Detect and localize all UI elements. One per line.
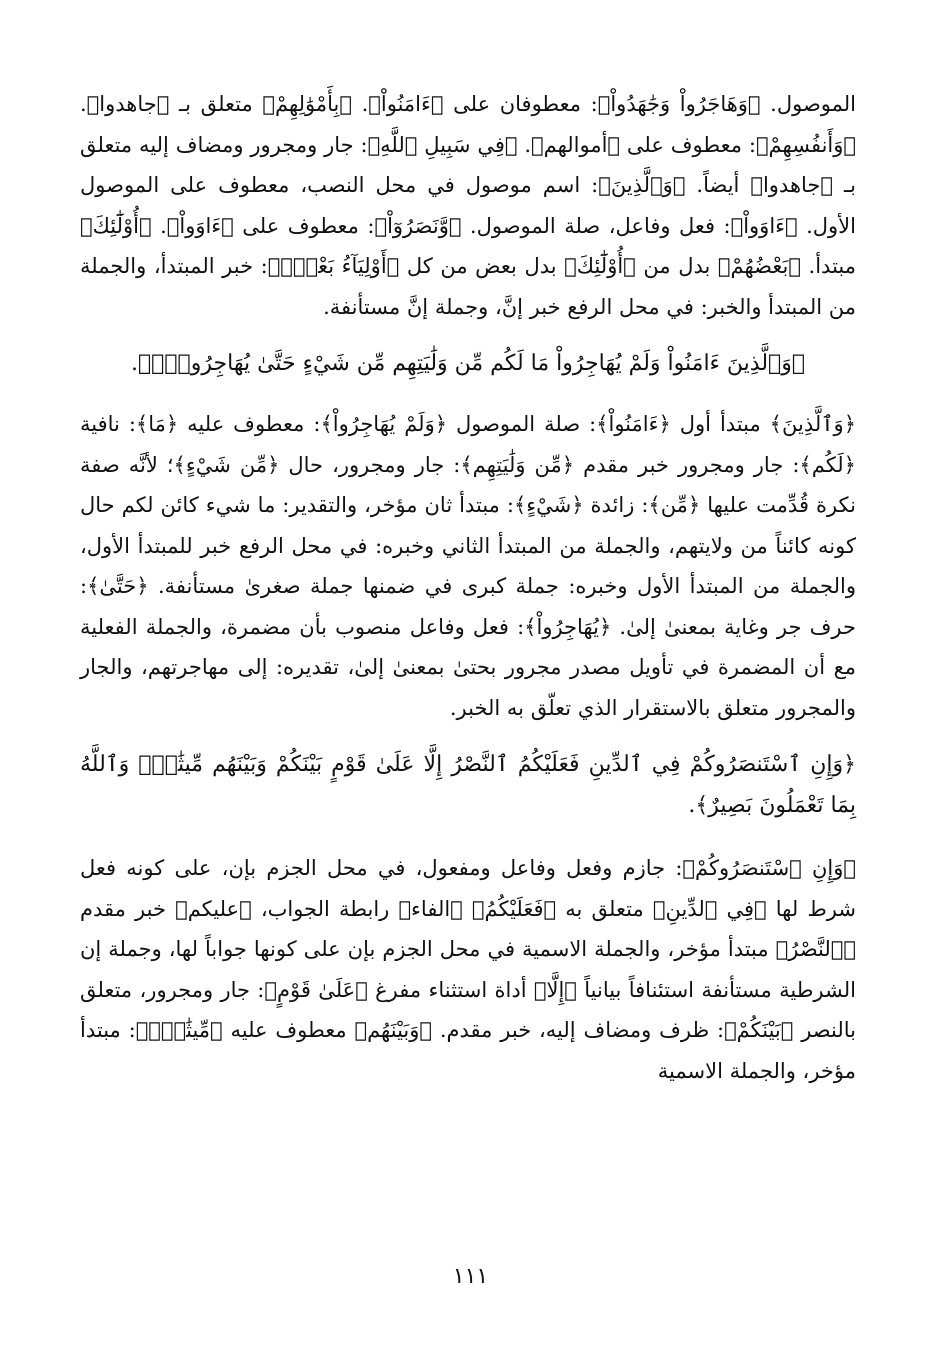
paragraph-1: الموصول. ﴿وَهَاجَرُواْ وَجَٰهَدُواْ﴾: معطوفان على ﴿ءَامَنُواْ﴾. ﴿بِأَمْوَٰلِهِمْ﴾ متعلق بـ ﴿جاهدوا﴾. ﴿وَأَنفُسِهِمْ﴾: معطوف على ﴿أموالهم﴾. ﴿فِي سَبِيلِ ٱللَّهِ﴾: جار ومجرور ومضاف إليه متعلق بـ ﴿جاهدوا﴾ أيضاً. ﴿وَٱلَّذِينَ﴾: اسم موصول في محل النصب، معطوف على الموصول الأول. ﴿ءَاوَواْ﴾: فعل وفاعل، صلة الموصول. ﴿وَّنَصَرُوٓاْ﴾: معطوف على ﴿ءَاوَواْ﴾. ﴿أُوْلَٰٓئِكَ﴾ مبتدأ. ﴿بَعْضُهُمْ﴾ بدل من ﴿أُوْلَٰٓئِكَ﴾ بدل بعض من كل ﴿أَوْلِيَآءُ بَعْضٍۚ﴾: خبر المبتدأ، والجملة من المبتدأ والخبر: في محل الرفع خبر إنَّ، وجملة إنَّ مستأنفة. bbox=[80, 92, 856, 319]
quran-verse-1: ﴿وَٱلَّذِينَ ءَامَنُواْ وَلَمْ يُهَاجِرُواْ مَا لَكُم مِّن وَلَٰيَتِهِم مِّن شَيْءٍ حَتَّىٰ يُهَاجِرُواْۚ﴾. bbox=[130, 351, 806, 376]
spacer bbox=[80, 728, 856, 744]
spacer bbox=[80, 384, 856, 404]
page-number: ١١١ bbox=[452, 1264, 489, 1289]
spacer bbox=[80, 327, 856, 343]
page-body bbox=[80, 84, 856, 1091]
paragraph-3: ﴿وَإِنِ ٱسْتَنصَرُوكُمْ﴾: جازم وفعل وفاعل ومفعول، في محل الجزم بإن، على كونه فعل شرط لها ﴿فِي ٱلدِّينِ﴾ متعلق به ﴿فَعَلَيْكُمُ﴾ ﴿الفاء﴾ رابطة الجواب، ﴿عليكم﴾ خبر مقدم ﴿ٱلنَّصْرُ﴾ مبتدأ مؤخر، والجملة الاسمية في محل الجزم بإن على كونها جواباً لها، وجملة إن الشرطية مستأنفة استئنافاً بيانياً ﴿إِلَّا﴾ أداة استثناء مفرغ ﴿عَلَىٰ قَوْمٍ﴾: جار ومجرور، متعلق بالنصر ﴿بَيْنَكُمْ﴾: ظرف ومضاف إليه، خبر مقدم. ﴿وَبَيْنَهُم﴾ معطوف عليه ﴿مِّيثَٰقٌۗ﴾: مبتدأ مؤخر، والجملة الاسمية bbox=[80, 856, 856, 1083]
spacer bbox=[80, 826, 856, 848]
quran-verse-2: ﴿وَإِنِ ٱسْتَنصَرُوكُمْ فِي ٱلدِّينِ فَعَلَيْكُمُ ٱلنَّصْرُ إِلَّا عَلَىٰ قَوْمٍ بَيْنَكُمْ وَبَيْنَهُم مِّيثَٰقٌۗ وَٱللَّهُ بِمَا تَعْمَلُونَ بَصِيرٌ﴾. bbox=[80, 752, 856, 818]
paragraph-2: ﴿وَٱلَّذِينَ﴾ مبتدأ أول ﴿ءَامَنُواْ﴾: صلة الموصول ﴿وَلَمْ يُهَاجِرُواْ﴾: معطوف عليه ﴿مَا﴾: نافية ﴿لَكُم﴾: جار ومجرور خبر مقدم ﴿مِّن وَلَٰيَتِهِم﴾: جار ومجرور، حال ﴿مِّن شَيْءٍ﴾؛ لأنَّه صفة نكرة قُدِّمت عليها ﴿مِّن﴾: زائدة ﴿شَيْءٍ﴾: مبتدأ ثان مؤخر، والتقدير: ما شيء كائن لكم حال كونه كائناً من ولايتهم، والجملة من المبتدأ الثاني وخبره: في محل الرفع خبر للمبتدأ الأول، والجملة من المبتدأ الأول وخبره: جملة كبرى في ضمنها جملة صغرىٰ مستأنفة. ﴿حَتَّىٰ﴾: حرف جر وغاية بمعنىٰ إلىٰ. ﴿يُهَاجِرُواْ﴾: فعل وفاعل منصوب بأن مضمرة، والجملة الفعلية مع أن المضمرة في تأويل مصدر مجرور بحتىٰ بمعنىٰ إلىٰ، تقديره: إلى مهاجرتهم، والجار والمجرور متعلق بالاستقرار الذي تعلّق به الخبر. bbox=[80, 412, 856, 720]
